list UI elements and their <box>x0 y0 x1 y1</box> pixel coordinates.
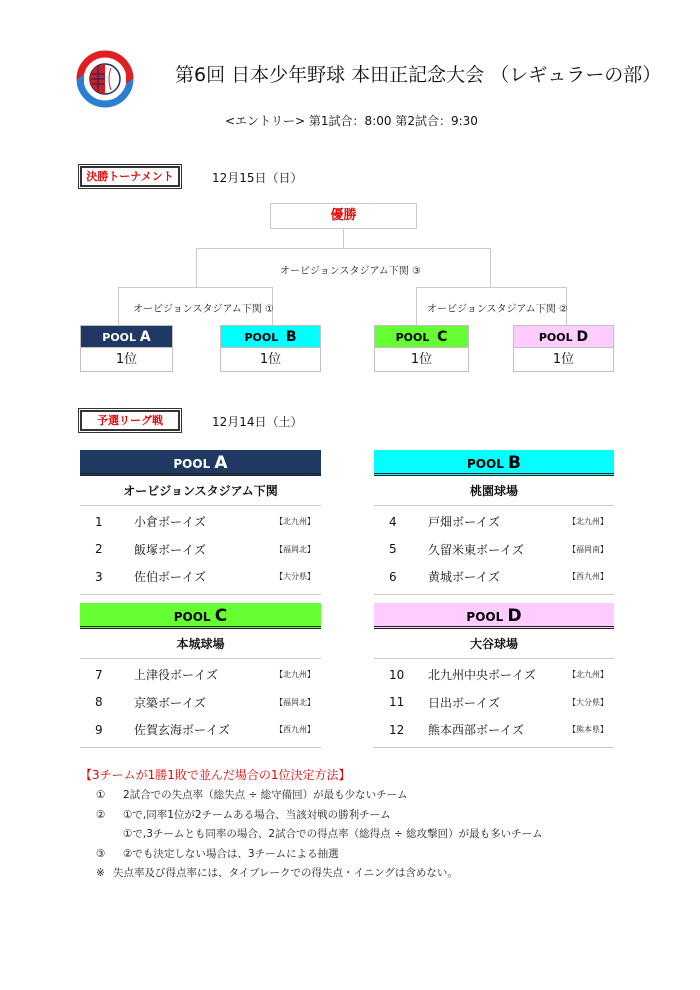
champion-box: 優勝 <box>270 203 417 229</box>
team-row: 1 小倉ボーイズ 【北九州】 <box>95 514 315 530</box>
page-title: 第6回 日本少年野球 本田正記念大会 （レギュラーの部） <box>175 64 662 86</box>
pool-c-table <box>80 603 321 748</box>
pool-venue: オービジョンスタジアム下関 <box>80 476 321 506</box>
rule-item: ② ①で,同率1位が2チームある場合、当該対戦の勝利チーム <box>96 809 391 821</box>
rule-note: ※ 失点率及び得点率には、タイブレークでの得失点・イニングは含めない。 <box>96 867 458 879</box>
pool-header: POOL D <box>514 326 613 348</box>
pool-header: POOL C <box>80 603 321 629</box>
team-row: 11 日出ボーイズ 【大分県】 <box>389 695 608 710</box>
semifinal-venue-1: オービジョンスタジアム下関 ① <box>133 304 274 315</box>
pool-venue: 本城球場 <box>80 629 321 659</box>
final-tournament-label: 決勝トーナメント <box>80 166 180 187</box>
bracket-pool-a <box>80 325 173 372</box>
pool-header: POOL B <box>374 450 614 476</box>
pool-header: POOL B <box>221 326 320 348</box>
team-row: 12 熊本西部ボーイズ 【熊本県】 <box>389 722 608 738</box>
pool-d-table <box>374 603 614 748</box>
semifinal-venue-2: オービジョンスタジアム下関 ② <box>427 304 568 315</box>
pool-rank: 1位 <box>410 352 433 367</box>
pool-venue: 桃園球場 <box>374 476 614 506</box>
pool-b-table <box>374 450 614 595</box>
bracket-line <box>196 248 490 249</box>
bracket-pool-d <box>513 325 614 372</box>
bracket-line <box>416 287 417 325</box>
final-date: 12月15日（日） <box>212 171 303 185</box>
team-row: 2 飯塚ボーイズ 【福岡北】 <box>95 542 315 557</box>
bracket-pool-b <box>220 325 321 372</box>
pool-rank: 1位 <box>115 352 138 367</box>
bracket-line <box>490 248 491 287</box>
tiebreak-rules-title: 【3チームが1勝1敗で並んだ場合の1位決定方法】 <box>80 768 351 782</box>
pool-header: POOL D <box>374 603 614 629</box>
bracket-pool-c <box>374 325 469 372</box>
team-row: 7 上津役ボーイズ 【北九州】 <box>95 667 315 683</box>
league-date: 12月14日（土） <box>212 415 303 429</box>
bracket-line <box>343 229 344 248</box>
pool-header: POOL A <box>80 450 321 476</box>
pool-a-table <box>80 450 321 595</box>
bracket-line <box>416 287 567 288</box>
team-row: 8 京築ボーイズ 【福岡北】 <box>95 695 315 710</box>
rule-item: ③ ②でも決定しない場合は、3チームによる抽選 <box>96 848 339 860</box>
rule-item: ①で,3チームとも同率の場合、2試合での得点率（総得点 ÷ 総攻撃回）が最も多いチーム <box>123 828 543 840</box>
team-row: 9 佐賀玄海ボーイズ 【西九州】 <box>95 722 315 738</box>
entry-times: <エントリー> 第1試合：8:00 第2試合：9:30 <box>225 114 478 128</box>
bracket-line <box>118 287 119 325</box>
final-venue: オービジョンスタジアム下関 ③ <box>280 266 421 277</box>
team-row: 4 戸畑ボーイズ 【北九州】 <box>389 514 608 530</box>
league-label: 予選リーグ戦 <box>80 410 180 431</box>
team-row: 6 黄城ボーイズ 【西九州】 <box>389 569 608 585</box>
bracket-line <box>118 287 273 288</box>
team-row: 10 北九州中央ボーイズ 【北九州】 <box>389 667 608 683</box>
pool-header: POOL A <box>81 326 172 348</box>
pool-venue: 大谷球場 <box>374 629 614 659</box>
team-row: 3 佐伯ボーイズ 【大分県】 <box>95 569 315 585</box>
bracket-line <box>196 248 197 287</box>
team-row: 5 久留米東ボーイズ 【福岡南】 <box>389 542 608 557</box>
pool-rank: 1位 <box>552 352 575 367</box>
boys-league-logo <box>76 50 134 108</box>
pool-rank: 1位 <box>259 352 282 367</box>
pool-header: POOL C <box>375 326 468 348</box>
rule-item: ① 2試合での失点率（総失点 ÷ 総守備回）が最も少ないチーム <box>96 789 408 801</box>
